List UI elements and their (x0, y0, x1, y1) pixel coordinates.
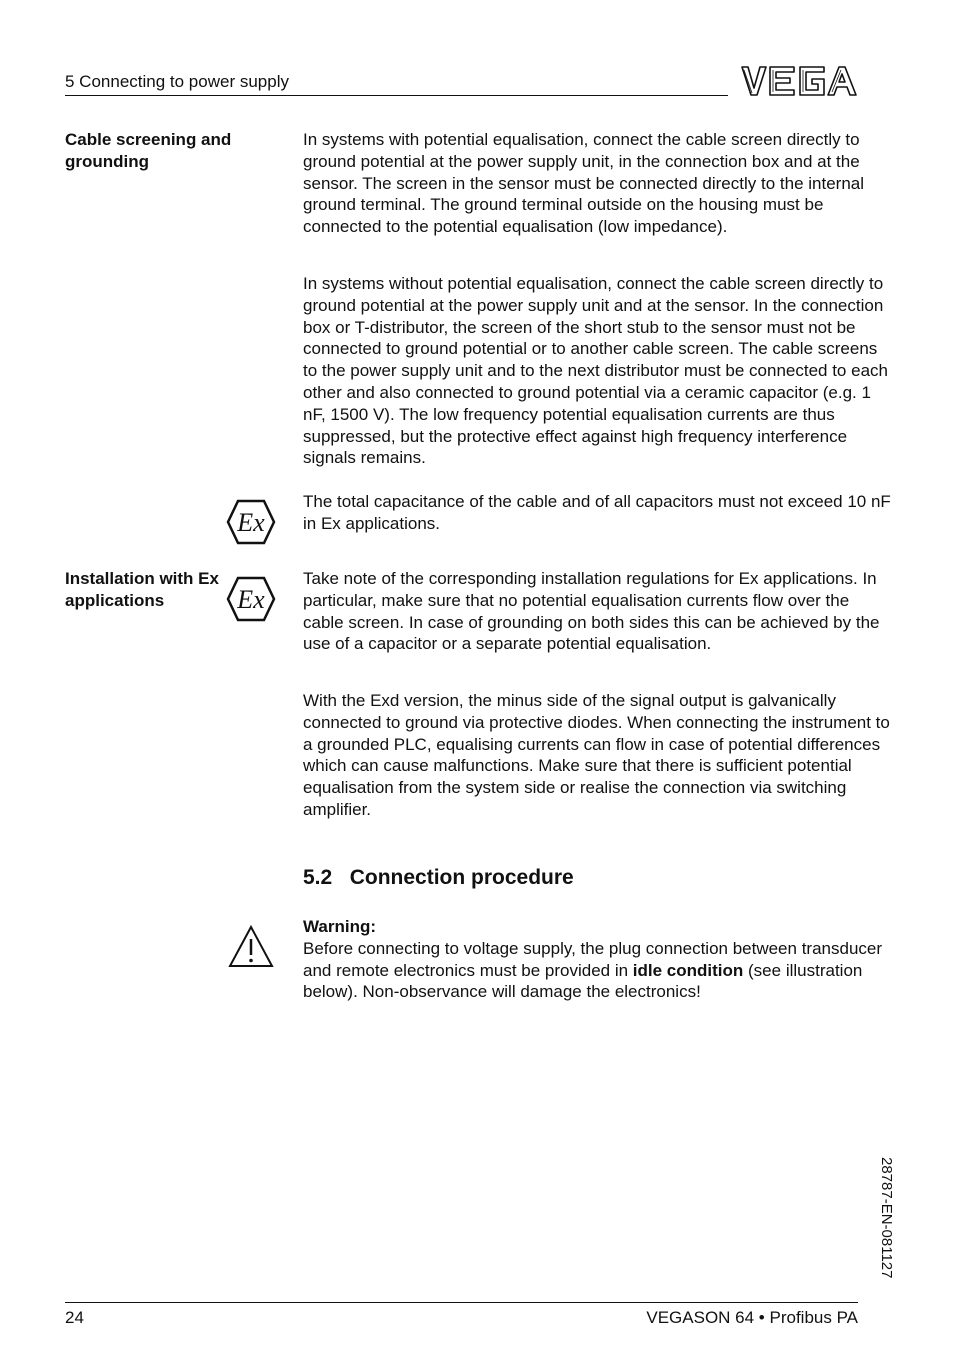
warning-triangle-icon (226, 924, 276, 970)
warning-text-before: Before connecting to voltage supply, the plug connection between transducer and remote electronics must be provided in (303, 938, 883, 980)
svg-text:Ex: Ex (237, 585, 265, 614)
ex-installation-paragraph-1: Take note of the corresponding installation regulations for Ex applications. In particular, make sure that no potential equalisation currents flow over the cable screen. In case of grounding on both sides this can be achieved by the use of a capacitor or a separate potential equalisation. (303, 569, 880, 654)
ex-capacitance-note: The total capacitance of the cable and of all capacitors must not exceed 10 nF in Ex applications. (303, 492, 891, 533)
document-id: 28787-EN-081127 (878, 1157, 895, 1279)
warning-block (303, 916, 893, 1003)
chapter-header: 5 Connecting to power supply (65, 72, 289, 91)
vega-logo (740, 64, 858, 98)
ex-installation-label: Installation with Ex applications (65, 569, 219, 610)
cable-screening-paragraph-2: In systems without potential equalisation, connect the cable screen directly to ground potential at the power supply unit and at the sensor. In the connection box or T-distributor, the screen of the short stub to the sensor must not be connected to ground potential or to another cable screen. The cable screens to the power supply unit and to the next distributor must be connected to each other and also connected to ground potential via a ceramic capacitor (e.g. 1 nF, 1500 V). The low frequency potential equalisation currents are thus suppressed, but the protective effect against high frequency interference signals remains. (303, 274, 888, 468)
svg-text:Ex: Ex (237, 508, 265, 537)
footer-rule (65, 1302, 858, 1303)
warning-text (303, 938, 893, 1003)
warning-title: Warning: (303, 917, 377, 936)
ex-symbol-icon (226, 499, 276, 545)
cable-screening-paragraph-1: In systems with potential equalisation, connect the cable screen directly to ground potential at the power supply unit, in the connection box and at the sensor. The screen in the sensor must be connected directly to the internal ground terminal. The ground terminal outside on the housing must be connected to the potential equalisation (low impedance). (303, 130, 864, 237)
ex-installation-paragraph-2: With the Exd version, the minus side of the signal output is galvanically connected to ground via protective diodes. When connecting the instrument to a grounded PLC, equalising currents can flow in case of potential differences which can cause malfunctions. Make sure that there is sufficient potential equalisation from the system side or realise the connection via switching amplifier. (303, 691, 890, 819)
idle-condition-emphasis: idle condition (632, 960, 744, 980)
ex-symbol-icon (226, 576, 276, 622)
header-rule (65, 95, 728, 96)
section-heading: 5.2 Connection procedure (303, 866, 574, 889)
cable-screening-label: Cable screening and grounding (65, 130, 232, 171)
page-number: 24 (65, 1308, 84, 1327)
product-name: VEGASON 64 • Profibus PA (646, 1308, 858, 1327)
warning-text-after: (see illustration below). Non-observance will damage the electronics! (303, 960, 863, 1002)
